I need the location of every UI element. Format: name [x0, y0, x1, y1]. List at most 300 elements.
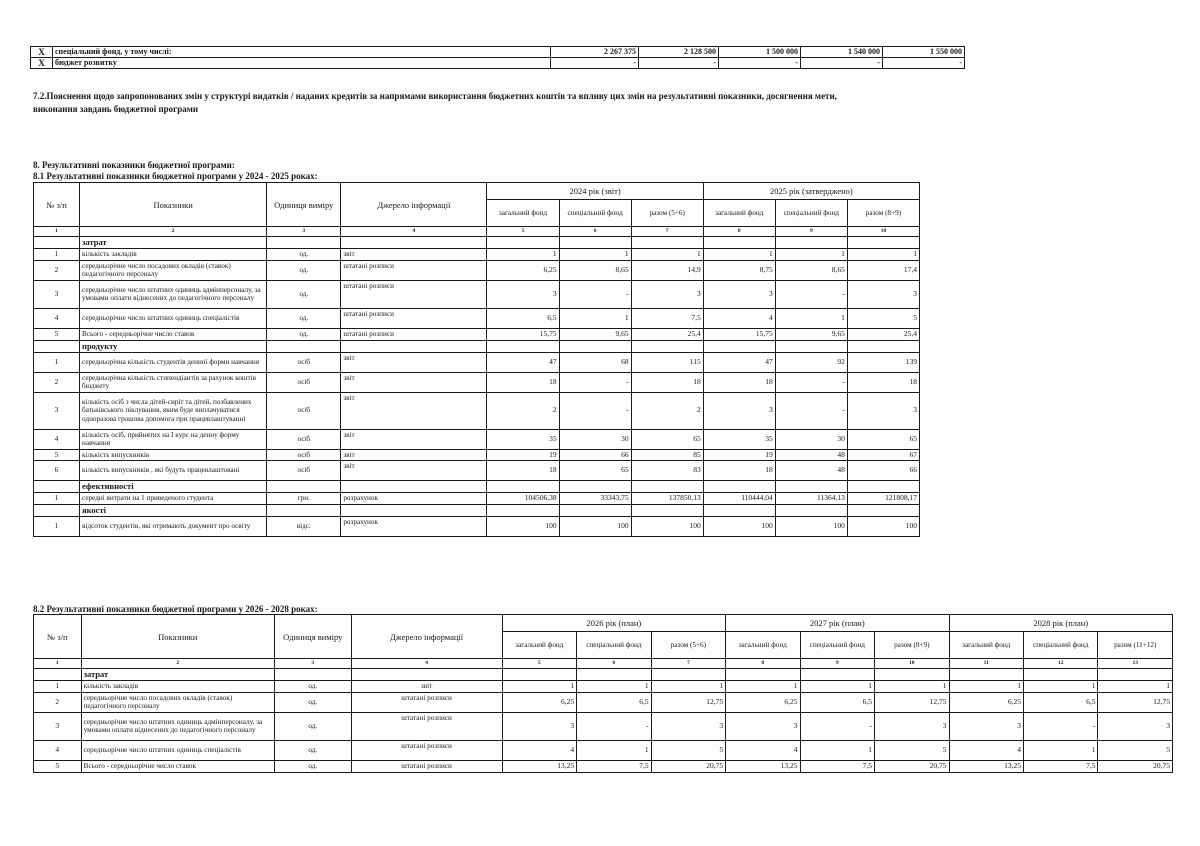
value-cell: 1 — [775, 309, 847, 329]
value-cell: 15,75 — [487, 329, 559, 341]
value-cell: 110444,04 — [703, 493, 775, 505]
value-cell: 6,25 — [726, 692, 800, 712]
indicator-name: середньорічне число штатних одиниць спеціалістів — [81, 741, 274, 761]
value-cell: 12,75 — [651, 692, 725, 712]
group-value-cell — [847, 481, 919, 493]
row-number: 3 — [34, 712, 82, 741]
unit-of-measure: од. — [275, 741, 352, 761]
group-value-cell — [577, 669, 651, 681]
value-cell: 139 — [847, 352, 919, 372]
row-number: 5 — [34, 329, 80, 341]
row-number: 2 — [34, 692, 82, 712]
value-cell: 19 — [703, 449, 775, 461]
unit-of-measure: од. — [267, 280, 341, 309]
indicator-name: кількість випускників — [80, 449, 267, 461]
value-cell: 3 — [487, 280, 559, 309]
table-row — [34, 461, 920, 481]
row-number: 3 — [34, 280, 80, 309]
value-cell: 3 — [726, 712, 800, 741]
value-cell: 104506,38 — [487, 493, 559, 505]
value-cell: 2 — [487, 392, 559, 429]
header-subcolumn: разом (11+12) — [1098, 632, 1173, 659]
value-cell: 6,5 — [577, 692, 651, 712]
column-number: 2 — [81, 659, 274, 669]
info-source: звіт — [341, 429, 487, 449]
column-number: 3 — [267, 227, 341, 237]
info-source: штатані розписи — [351, 712, 502, 741]
value-cell: 67 — [847, 449, 919, 461]
unit-of-measure: осіб — [267, 352, 341, 372]
group-value-cell — [631, 481, 703, 493]
value-cell: 1 — [502, 681, 576, 693]
column-number: 5 — [502, 659, 576, 669]
value-cell: 48 — [775, 449, 847, 461]
value-cell: 6,5 — [1024, 692, 1098, 712]
column-number: 7 — [651, 659, 725, 669]
value-cell: 1 — [1024, 681, 1098, 693]
value-cell: 18 — [847, 372, 919, 392]
group-row — [34, 669, 1173, 681]
info-source: штатані розписи — [341, 280, 487, 309]
group-name: якості — [80, 504, 267, 516]
value-cell: - — [775, 372, 847, 392]
header-subcolumn: разом (5+6) — [651, 632, 725, 659]
group-value-cell — [559, 504, 631, 516]
table-row — [34, 329, 920, 341]
special-fund-table — [30, 46, 965, 69]
value-cell: 1 540 000 — [801, 47, 883, 58]
header-subcolumn: загальний фонд — [487, 200, 559, 227]
value-cell: 5 — [1098, 741, 1173, 761]
unit-of-measure: од. — [275, 681, 352, 693]
indicator-name: середньорічне число штатних одиниць спеціалістів — [80, 309, 267, 329]
value-cell: 25,4 — [631, 329, 703, 341]
value-cell: 13,25 — [502, 761, 576, 773]
header-subcolumn: загальний фонд — [949, 632, 1023, 659]
indicator-name: кількість осіб, прийнятих на I курс на денну форму навчання — [80, 429, 267, 449]
column-number: 9 — [775, 227, 847, 237]
value-cell: 1 550 000 — [883, 47, 965, 58]
unit-of-measure: осіб — [267, 461, 341, 481]
group-num-cell — [34, 237, 80, 249]
value-cell: 30 — [775, 429, 847, 449]
value-cell: 3 — [651, 712, 725, 741]
row-number: 5 — [34, 449, 80, 461]
value-cell: 6,5 — [487, 309, 559, 329]
unit-of-measure: грн. — [267, 493, 341, 505]
column-number: 7 — [631, 227, 703, 237]
value-cell: 12,75 — [1098, 692, 1173, 712]
info-source: штатані розписи — [341, 309, 487, 329]
group-source-cell — [341, 237, 487, 249]
value-cell: 15,75 — [703, 329, 775, 341]
value-cell: 3 — [631, 280, 703, 309]
column-number: 1 — [34, 659, 82, 669]
value-cell: 1 — [775, 249, 847, 261]
group-source-cell — [341, 481, 487, 493]
value-cell: 7,5 — [1024, 761, 1098, 773]
value-cell: 115 — [631, 352, 703, 372]
header-subcolumn: спеціальний фонд — [559, 200, 631, 227]
value-cell: 1 — [651, 681, 725, 693]
info-source: штатані розписи — [351, 692, 502, 712]
value-cell: - — [719, 58, 801, 69]
section-7-2-heading — [33, 90, 1183, 116]
value-cell: 7,5 — [577, 761, 651, 773]
value-cell: 5 — [875, 741, 949, 761]
indicator-name: Всього - середньорічне число ставок — [80, 329, 267, 341]
table-row — [34, 392, 920, 429]
column-number: 6 — [577, 659, 651, 669]
column-number: 2 — [80, 227, 267, 237]
header-year: 2028 рік (план) — [949, 615, 1172, 632]
value-cell: 47 — [703, 352, 775, 372]
row-number: 3 — [34, 392, 80, 429]
header-subcolumn: разом (8+9) — [847, 200, 919, 227]
value-cell: - — [801, 58, 883, 69]
group-value-cell — [800, 669, 874, 681]
info-source: штатані розписи — [341, 260, 487, 280]
header-year: 2025 рік (затверджено) — [703, 183, 919, 200]
value-cell: 20,75 — [651, 761, 725, 773]
header-num: № з/п — [34, 183, 80, 227]
group-row — [34, 504, 920, 516]
value-cell: 4 — [949, 741, 1023, 761]
value-cell: 100 — [775, 516, 847, 536]
group-unit-cell — [267, 481, 341, 493]
table-row — [34, 449, 920, 461]
column-number: 9 — [800, 659, 874, 669]
column-number: 8 — [703, 227, 775, 237]
header-year: 2026 рік (план) — [502, 615, 725, 632]
header-indicator: Показники — [80, 183, 267, 227]
group-num-cell — [34, 669, 82, 681]
value-cell: 137850,13 — [631, 493, 703, 505]
column-number: 3 — [275, 659, 352, 669]
unit-of-measure: од. — [275, 761, 352, 773]
indicator-name: середньорічна кількість стипендіантів за рахунок коштів бюджету — [80, 372, 267, 392]
value-cell: 1 — [631, 249, 703, 261]
performance-table-2024-2025 — [33, 182, 920, 537]
value-cell: 8,75 — [703, 260, 775, 280]
group-value-cell — [559, 340, 631, 352]
value-cell: 121808,17 — [847, 493, 919, 505]
info-source: звіт — [341, 449, 487, 461]
value-cell: 48 — [775, 461, 847, 481]
table-row — [34, 516, 920, 536]
header-unit: Одиниця виміру — [267, 183, 341, 227]
value-cell: 3 — [703, 280, 775, 309]
column-number: 10 — [847, 227, 919, 237]
table-row — [34, 741, 1173, 761]
value-cell: 11364,13 — [775, 493, 847, 505]
table-row — [34, 249, 920, 261]
value-cell: 18 — [703, 372, 775, 392]
group-num-cell — [34, 340, 80, 352]
group-value-cell — [559, 237, 631, 249]
group-value-cell — [502, 669, 576, 681]
header-subcolumn: спеціальний фонд — [800, 632, 874, 659]
value-cell: 18 — [631, 372, 703, 392]
value-cell: 18 — [487, 461, 559, 481]
value-cell: 65 — [631, 429, 703, 449]
indicator-name: середньорічне число посадових окладів (ставок) педагогічного персоналу — [80, 260, 267, 280]
group-value-cell — [875, 669, 949, 681]
group-value-cell — [847, 340, 919, 352]
info-source: розрахунок — [341, 516, 487, 536]
value-cell: 3 — [502, 712, 576, 741]
column-number: 1 — [34, 227, 80, 237]
value-cell: 6,25 — [502, 692, 576, 712]
indicator-name: Всього - середньорічне число ставок — [81, 761, 274, 773]
group-value-cell — [559, 481, 631, 493]
value-cell: 20,75 — [875, 761, 949, 773]
indicator-name: середньорічне число штатних одиниць адмінперсоналу, за умовами оплати віднесених до педагогічного персоналу — [80, 280, 267, 309]
value-cell: 35 — [487, 429, 559, 449]
table-row — [34, 372, 920, 392]
group-unit-cell — [267, 340, 341, 352]
value-cell: 3 — [847, 392, 919, 429]
value-cell: 12,75 — [875, 692, 949, 712]
unit-of-measure: відс. — [267, 516, 341, 536]
value-cell: 3 — [703, 392, 775, 429]
value-cell: 8,65 — [559, 260, 631, 280]
row-mark: X — [31, 47, 53, 58]
unit-of-measure: осіб — [267, 449, 341, 461]
row-number: 1 — [34, 493, 80, 505]
indicator-name: середньорічне число посадових окладів (ставок) педагогічного персоналу — [81, 692, 274, 712]
value-cell: 33343,75 — [559, 493, 631, 505]
value-cell: - — [1024, 712, 1098, 741]
value-cell: 83 — [631, 461, 703, 481]
table-row — [34, 280, 920, 309]
header-year: 2027 рік (план) — [726, 615, 949, 632]
value-cell: 20,75 — [1098, 761, 1173, 773]
value-cell: 4 — [703, 309, 775, 329]
group-source-cell — [341, 340, 487, 352]
value-cell: 100 — [847, 516, 919, 536]
value-cell: 25,4 — [847, 329, 919, 341]
indicator-name: середньорічна кількість студентів денної форми навчання — [80, 352, 267, 372]
group-unit-cell — [267, 504, 341, 516]
value-cell: - — [577, 712, 651, 741]
table-row — [31, 47, 965, 58]
value-cell: 18 — [487, 372, 559, 392]
header-subcolumn: спеціальний фонд — [577, 632, 651, 659]
value-cell: 1 — [800, 681, 874, 693]
unit-of-measure: осіб — [267, 372, 341, 392]
group-name: продукту — [80, 340, 267, 352]
info-source: звіт — [341, 392, 487, 429]
value-cell: - — [883, 58, 965, 69]
group-value-cell — [847, 504, 919, 516]
info-source: звіт — [341, 372, 487, 392]
info-source: штатані розписи — [351, 741, 502, 761]
row-mark: X — [31, 58, 53, 69]
table-row — [34, 309, 920, 329]
section-7-2-line1: 7.2.Пояснення щодо запропонованих змін у структурі видатків / наданих кредитів за напрямами використання бюджетних коштів та впливу цих змін на результативні показники, досягнення мети, — [33, 91, 837, 101]
value-cell: 3 — [847, 280, 919, 309]
group-value-cell — [775, 504, 847, 516]
info-source: розрахунок — [341, 493, 487, 505]
value-cell: 13,25 — [726, 761, 800, 773]
value-cell: 85 — [631, 449, 703, 461]
value-cell: 65 — [559, 461, 631, 481]
table-row — [34, 712, 1173, 741]
value-cell: 3 — [1098, 712, 1173, 741]
column-number: 6 — [559, 227, 631, 237]
value-cell: 68 — [559, 352, 631, 372]
row-number: 4 — [34, 429, 80, 449]
value-cell: 1 — [1024, 741, 1098, 761]
group-num-cell — [34, 504, 80, 516]
group-value-cell — [847, 237, 919, 249]
value-cell: 4 — [726, 741, 800, 761]
value-cell: 1 — [577, 681, 651, 693]
group-value-cell — [703, 504, 775, 516]
group-value-cell — [703, 481, 775, 493]
header-subcolumn: разом (8+9) — [875, 632, 949, 659]
value-cell: 19 — [487, 449, 559, 461]
value-cell: 2 128 500 — [639, 47, 719, 58]
header-unit: Одиниця виміру — [275, 615, 352, 659]
value-cell: - — [800, 712, 874, 741]
indicator-name: кількість закладів — [81, 681, 274, 693]
group-value-cell — [651, 669, 725, 681]
value-cell: - — [775, 280, 847, 309]
column-number: 11 — [949, 659, 1023, 669]
table-row — [34, 761, 1173, 773]
unit-of-measure: осіб — [267, 392, 341, 429]
row-label: бюджет розвитку — [53, 58, 551, 69]
value-cell: 9,65 — [775, 329, 847, 341]
value-cell: 17,4 — [847, 260, 919, 280]
value-cell: 9,65 — [559, 329, 631, 341]
indicator-name: середні витрати на 1 приведеного студента — [80, 493, 267, 505]
value-cell: 8,65 — [775, 260, 847, 280]
indicator-name: кількість випускників , які будуть працевлаштовані — [80, 461, 267, 481]
value-cell: 1 — [577, 741, 651, 761]
value-cell: 3 — [875, 712, 949, 741]
value-cell: 1 — [487, 249, 559, 261]
value-cell: - — [559, 372, 631, 392]
value-cell: 1 — [559, 309, 631, 329]
unit-of-measure: од. — [275, 692, 352, 712]
unit-of-measure: од. — [267, 309, 341, 329]
group-row — [34, 481, 920, 493]
row-number: 1 — [34, 516, 80, 536]
info-source: звіт — [351, 681, 502, 693]
value-cell: 2 267 375 — [551, 47, 639, 58]
value-cell: 1 500 000 — [719, 47, 801, 58]
unit-of-measure: од. — [267, 249, 341, 261]
header-source: Джерело інформації — [351, 615, 502, 659]
table-row — [34, 352, 920, 372]
group-value-cell — [703, 237, 775, 249]
indicator-name: кількість закладів — [80, 249, 267, 261]
unit-of-measure: осіб — [267, 429, 341, 449]
group-value-cell — [1024, 669, 1098, 681]
group-value-cell — [631, 504, 703, 516]
group-name: затрат — [80, 237, 267, 249]
row-number: 6 — [34, 461, 80, 481]
value-cell: 1 — [726, 681, 800, 693]
row-number: 2 — [34, 372, 80, 392]
value-cell: 1 — [875, 681, 949, 693]
row-number: 5 — [34, 761, 82, 773]
value-cell: 1 — [847, 249, 919, 261]
info-source: штатані розписи — [351, 761, 502, 773]
unit-of-measure: од. — [267, 260, 341, 280]
value-cell: - — [551, 58, 639, 69]
value-cell: 6,5 — [800, 692, 874, 712]
column-number: 5 — [487, 227, 559, 237]
row-number: 1 — [34, 352, 80, 372]
value-cell: 100 — [631, 516, 703, 536]
row-number: 1 — [34, 681, 82, 693]
indicator-name: кількість осіб з числа дітей-сиріт та дітей, позбавлених батьківського піклування, яким буде виплачуватися одноразова грошова допомога при працевлаштуванні — [80, 392, 267, 429]
row-number: 2 — [34, 260, 80, 280]
value-cell: 100 — [487, 516, 559, 536]
group-source-cell — [351, 669, 502, 681]
group-name: ефективності — [80, 481, 267, 493]
header-subcolumn: разом (5+6) — [631, 200, 703, 227]
group-row — [34, 340, 920, 352]
value-cell: 13,25 — [949, 761, 1023, 773]
table-row — [31, 58, 965, 69]
group-value-cell — [487, 237, 559, 249]
table-row — [34, 681, 1173, 693]
value-cell: 47 — [487, 352, 559, 372]
value-cell: 6,25 — [487, 260, 559, 280]
row-number: 4 — [34, 741, 82, 761]
table-8-2-title: 8.2 Результативні показники бюджетної програми у 2026 - 2028 роках: — [33, 604, 318, 614]
group-unit-cell — [267, 237, 341, 249]
group-value-cell — [775, 340, 847, 352]
header-num: № з/п — [34, 615, 82, 659]
value-cell: 2 — [631, 392, 703, 429]
info-source: звіт — [341, 352, 487, 372]
group-value-cell — [1098, 669, 1173, 681]
header-subcolumn: спеціальний фонд — [1024, 632, 1098, 659]
value-cell: 1 — [949, 681, 1023, 693]
header-subcolumn: спеціальний фонд — [775, 200, 847, 227]
table-row — [34, 493, 920, 505]
column-number: 12 — [1024, 659, 1098, 669]
group-value-cell — [703, 340, 775, 352]
value-cell: 1 — [800, 741, 874, 761]
group-value-cell — [949, 669, 1023, 681]
group-value-cell — [487, 340, 559, 352]
group-value-cell — [487, 504, 559, 516]
value-cell: 66 — [559, 449, 631, 461]
value-cell: 1 — [1098, 681, 1173, 693]
value-cell: 14,9 — [631, 260, 703, 280]
row-number: 4 — [34, 309, 80, 329]
value-cell: 100 — [559, 516, 631, 536]
header-subcolumn: загальний фонд — [703, 200, 775, 227]
value-cell: 92 — [775, 352, 847, 372]
value-cell: 1 — [559, 249, 631, 261]
value-cell: 66 — [847, 461, 919, 481]
value-cell: - — [639, 58, 719, 69]
group-value-cell — [726, 669, 800, 681]
value-cell: 4 — [502, 741, 576, 761]
group-source-cell — [341, 504, 487, 516]
row-label: спеціальний фонд, у тому числі: — [53, 47, 551, 58]
group-value-cell — [487, 481, 559, 493]
column-number: 13 — [1098, 659, 1173, 669]
